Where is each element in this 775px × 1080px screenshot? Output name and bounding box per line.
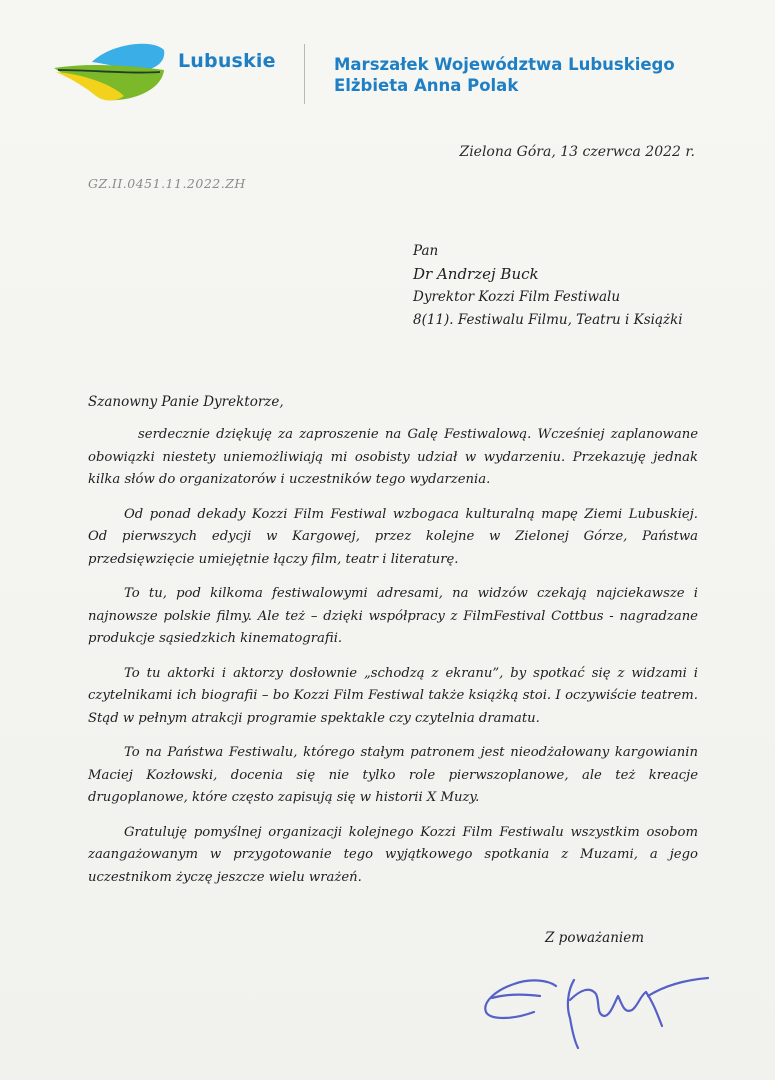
recipient-block [413,240,683,332]
letter-date: Zielona Góra, 13 czerwca 2022 r. [459,144,695,160]
office-title [334,54,675,96]
paragraph-6: Gratuluję pomyślnej organizacji kolejnego Kozzi Film Festiwalu wszystkim osobom zaangażowanym w przygotowanie tego wyjątkowego spotkania z Muzami, a jego uczestnikom życzę jeszcze wielu wrażeń. [88,824,698,885]
office-line-2: Elżbieta Anna Polak [334,76,519,95]
recipient-position: Dyrektor Kozzi Film Festiwalu [413,289,621,305]
office-line-1: Marszałek Województwa Lubuskiego [334,55,675,74]
reference-number: GZ.II.0451.11.2022.ZH [88,176,246,191]
signature-icon [478,960,718,1055]
paragraph-5: To na Państwa Festiwalu, którego stałym patronem jest nieodżałowany kargowianin Maciej Kozłowski, docenia się nie tylko role pierwszoplanowe, ale też kreacje drugoplanowe, które często zapisują się w historii X Muzy. [88,745,698,805]
letter-body [88,424,698,901]
lubuskie-logo-icon [52,40,167,104]
closing-phrase: Z poważaniem [545,930,645,946]
header-divider [304,44,305,104]
paragraph-4: To tu aktorki i aktorzy dosłownie „schodzą z ekranu”, by spotkać się z widzami i czytelnikami ich biografii – bo Kozzi Film Festiwal także książką stoi. I oczywiście teatrem. Stąd w pełnym atrakcji programie spektakle czy czytelnia dramatu. [88,665,698,726]
paragraph-3: To tu, pod kilkoma festiwalowymi adresami, na widzów czekają najciekawsze i najnowsze polskie filmy. Ale też – dzięki współpracy z FilmFestival Cottbus - nagradzane produkcje sąsiedzkich kinematografii. [88,586,698,646]
salutation: Szanowny Panie Dyrektorze, [88,394,284,410]
recipient-name: Dr Andrzej Buck [413,265,539,283]
paragraph-2: Od ponad dekady Kozzi Film Festiwal wzbogaca kulturalną mapę Ziemi Lubuskiej. Od pierwszych edycji w Kargowej, przez kolejne w Zielonej Górze, Państwa przedsięwzięcie umiejętnie łączy film, teatr i literaturę. [88,506,698,567]
paragraph-1: serdecznie dziękuję za zaproszenie na Galę Festiwalową. Wcześniej zaplanowane obowiązki niestety uniemożliwiają mi osobisty udział w wydarzeniu. Przekazuję jednak kilka słów do organizatorów i uczestników tego wydarzenia. [88,427,698,487]
brand-name: Lubuskie [178,50,276,72]
recipient-event: 8(11). Festiwalu Filmu, Teatru i Książki [413,312,683,328]
recipient-title: Pan [413,243,439,259]
